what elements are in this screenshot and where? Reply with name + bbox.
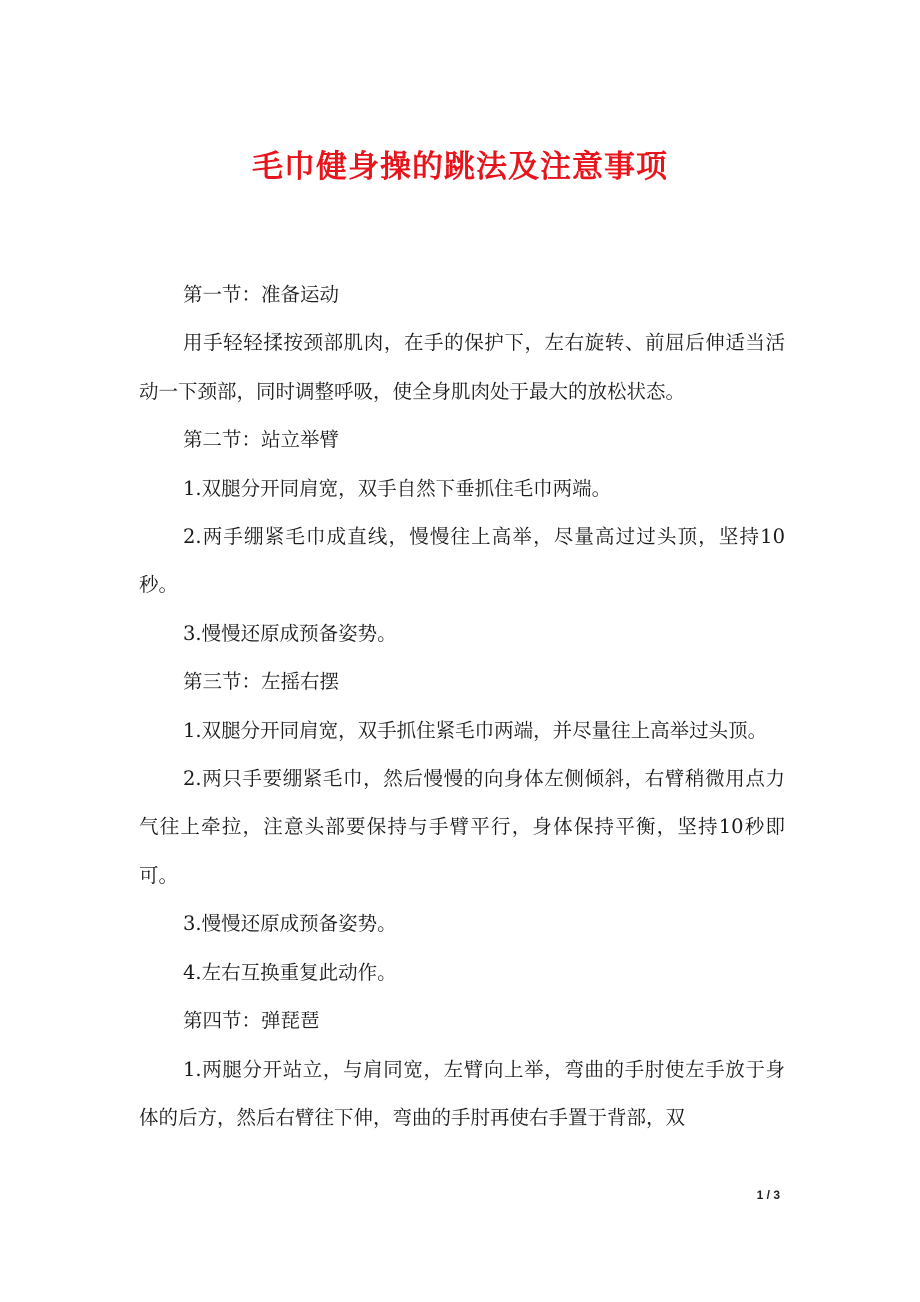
section-heading: 第四节：弹琵琶 <box>183 1009 320 1033</box>
paragraph: 2.两手绷紧毛巾成直线，慢慢往上高举，尽量高过过头顶，坚持10秒。 <box>139 525 785 597</box>
paragraph: 用手轻轻揉按颈部肌肉，在手的保护下，左右旋转、前屈后伸适当活动一下颈部，同时调整呼吸，使全身肌肉处于最大的放松状态。 <box>139 331 785 403</box>
paragraph: 1.双腿分开同肩宽，双手抓住紧毛巾两端，并尽量往上高举过头顶。 <box>183 718 768 742</box>
section-heading: 第二节：站立举臂 <box>183 428 340 452</box>
paragraph: 3.慢慢还原成预备姿势。 <box>183 912 397 936</box>
document-body <box>139 271 785 1142</box>
document-title: 毛巾健身操的跳法及注意事项 <box>252 149 668 185</box>
page-number: 1 / 3 <box>756 1188 780 1202</box>
paragraph: 4.左右互换重复此动作。 <box>183 960 397 984</box>
section-heading: 第三节：左摇右摆 <box>183 670 340 694</box>
section-heading: 第一节：准备运动 <box>183 283 340 306</box>
paragraph: 2.两只手要绷紧毛巾，然后慢慢的向身体左侧倾斜，右臂稍微用点力气往上牵拉，注意头部要保持与手臂平行，身体保持平衡，坚持10秒即可。 <box>139 767 785 887</box>
paragraph: 3.慢慢还原成预备姿势。 <box>183 621 397 645</box>
paragraph: 1.两腿分开站立，与肩同宽，左臂向上举，弯曲的手肘使左手放于身体的后方，然后右臂往下伸，弯曲的手肘再使右手置于背部，双 <box>139 1057 785 1129</box>
paragraph: 1.双腿分开同肩宽，双手自然下垂抓住毛巾两端。 <box>183 476 612 500</box>
